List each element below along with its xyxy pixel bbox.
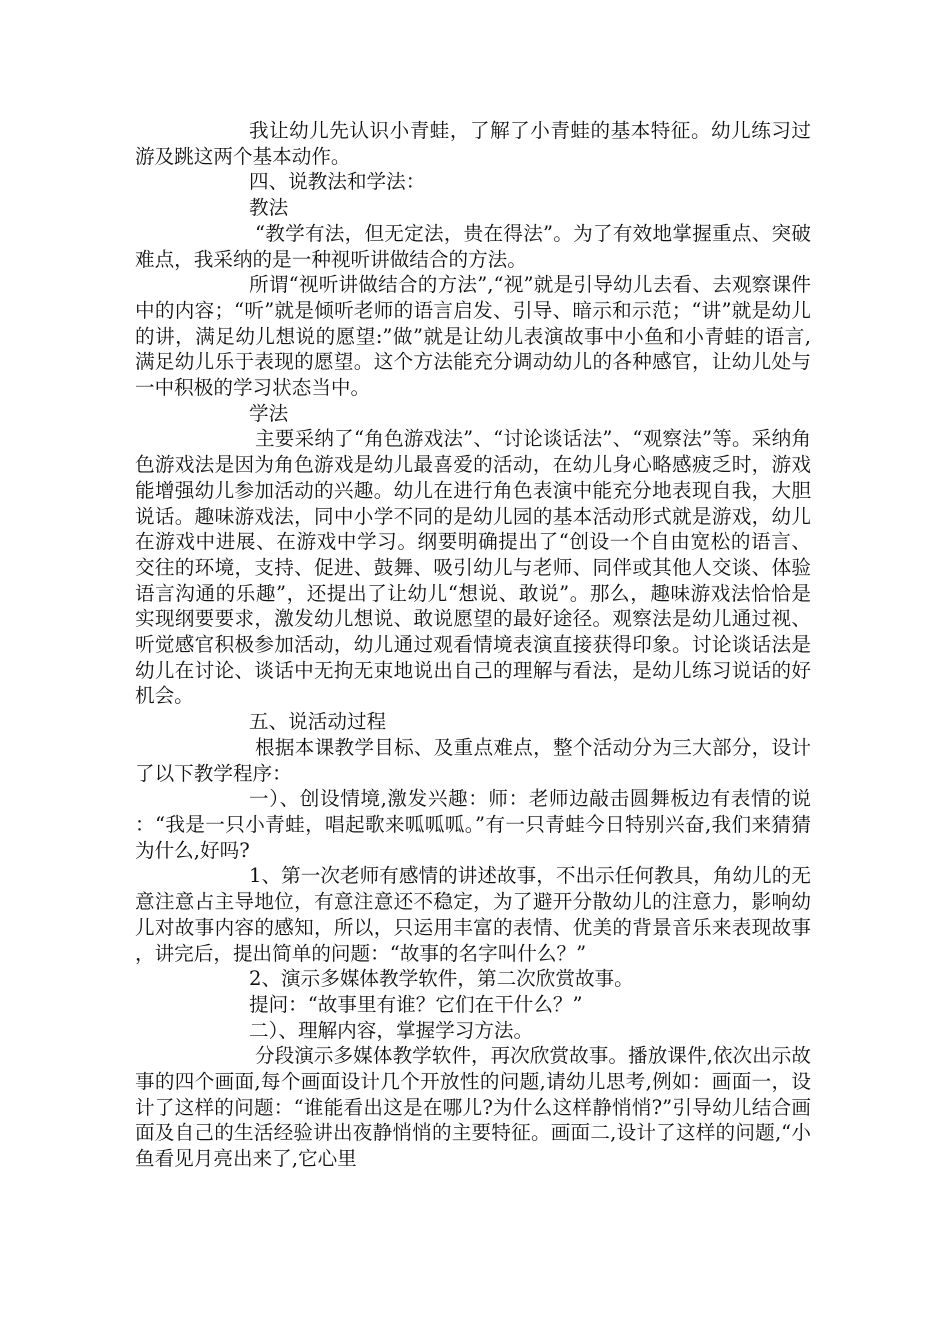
paragraph-see-hear-speak-do: 所谓“视听讲做结合的方法”,“视”就是引导幼儿去看、去观察课件中的内容；“听”就是倾听老师的语言启发、引导、暗示和示范；“讲”就是幼儿的讲，满足幼儿想说的愿望:”做”就是让幼儿表演故事中小鱼和小青蛙的语言,满足幼儿乐于表现的愿望。这个方法能充分调动幼儿的各种感官，让幼儿处与一中积极的学习状态当中。 [135, 273, 811, 400]
subheading-teaching: 教法 [249, 196, 289, 220]
heading-step-two: 二）、理解内容，掌握学习方法。 [249, 1018, 534, 1042]
document-page [135, 118, 811, 1172]
paragraph-teaching-quote: “教学有法，但无定法，贵在得法”。为了有效地掌握重点、突破难点，我采纳的是一种视听讲做结合的方法。 [135, 221, 811, 271]
paragraph-frog-intro: 我让幼儿先认识小青蛙，了解了小青蛙的基本特征。幼儿练习过游及跳这两个基本动作。 [135, 119, 811, 168]
paragraph-question: 提问：“故事里有谁？它们在干什么？” [249, 992, 583, 1016]
heading-teaching-methods: 四、说教法和学法： [249, 170, 426, 194]
paragraph-step-one: 一）、创设情境,激发兴趣：师：老师边敲击圆舞板边有表情的说：“我是一只小青蛙，唱起歌来呱呱呱。”有一只青蛙今日特别兴奋,我们来猜猜为什么,好吗? [135, 787, 811, 862]
paragraph-first-telling: 1、第一次老师有感情的讲述故事，不出示任何教具，角幼儿的无意注意占主导地位，有意注意还不稳定，为了避开分散幼儿的注意力，影响幼儿对故事内容的感知，所以，只运用丰富的表情、优美的背景音乐来表现故事，讲完后，提出简单的问题：“故事的名字叫什么？” [135, 864, 811, 965]
subheading-learning: 学法 [249, 401, 289, 425]
paragraph-multimedia-demo: 2、演示多媒体教学软件，第二次欣赏故事。 [249, 967, 634, 991]
paragraph-segmented-demo: 分段演示多媒体教学软件，再次欣赏故事。播放课件,依次出示故事的四个画面,每个画面设计几个开放性的问题,请幼儿思考,例如：画面一，设计了这样的问题：“谁能看出这是在哪儿?为什么这样静悄悄?”引导幼儿结合画面及自己的生活经验讲出夜静悄悄的主要特征。画面二,设计了这样的问题,“小鱼看见月亮出来了,它心里 [135, 1044, 811, 1171]
paragraph-learning-methods: 主要采纳了“角色游戏法”、“讨论谈话法”、“观察法”等。采纳角色游戏法是因为角色游戏是幼儿最喜爱的活动，在幼儿身心略感疲乏时，游戏能增强幼儿参加活动的兴趣。幼儿在进行角色表演中能充分地表现自我，大胆说话。趣味游戏法，同中小学不同的是幼儿园的基本活动形式就是游戏，幼儿在游戏中进展、在游戏中学习。纲要明确提出了“创设一个自由宽松的语言、交往的环境，支持、促进、鼓舞、吸引幼儿与老师、同伴或其他人交谈、体验语言沟通的乐趣”，还提出了让幼儿“想说、敢说”。那么，趣味游戏法恰恰是实现纲要要求，激发幼儿想说、敢说愿望的最好途径。观察法是幼儿通过视、听觉感官积极参加活动，幼儿通过观看情境表演直接获得印象。讨论谈话法是幼儿在讨论、谈话中无拘无束地说出自己的理解与看法，是幼儿练习说话的好机会。 [135, 427, 811, 708]
paragraph-three-parts: 根据本课教学目标、及重点难点，整个活动分为三大部分，设计了以下教学程序： [135, 735, 811, 785]
heading-activity-process: 五、说活动过程 [249, 710, 387, 734]
